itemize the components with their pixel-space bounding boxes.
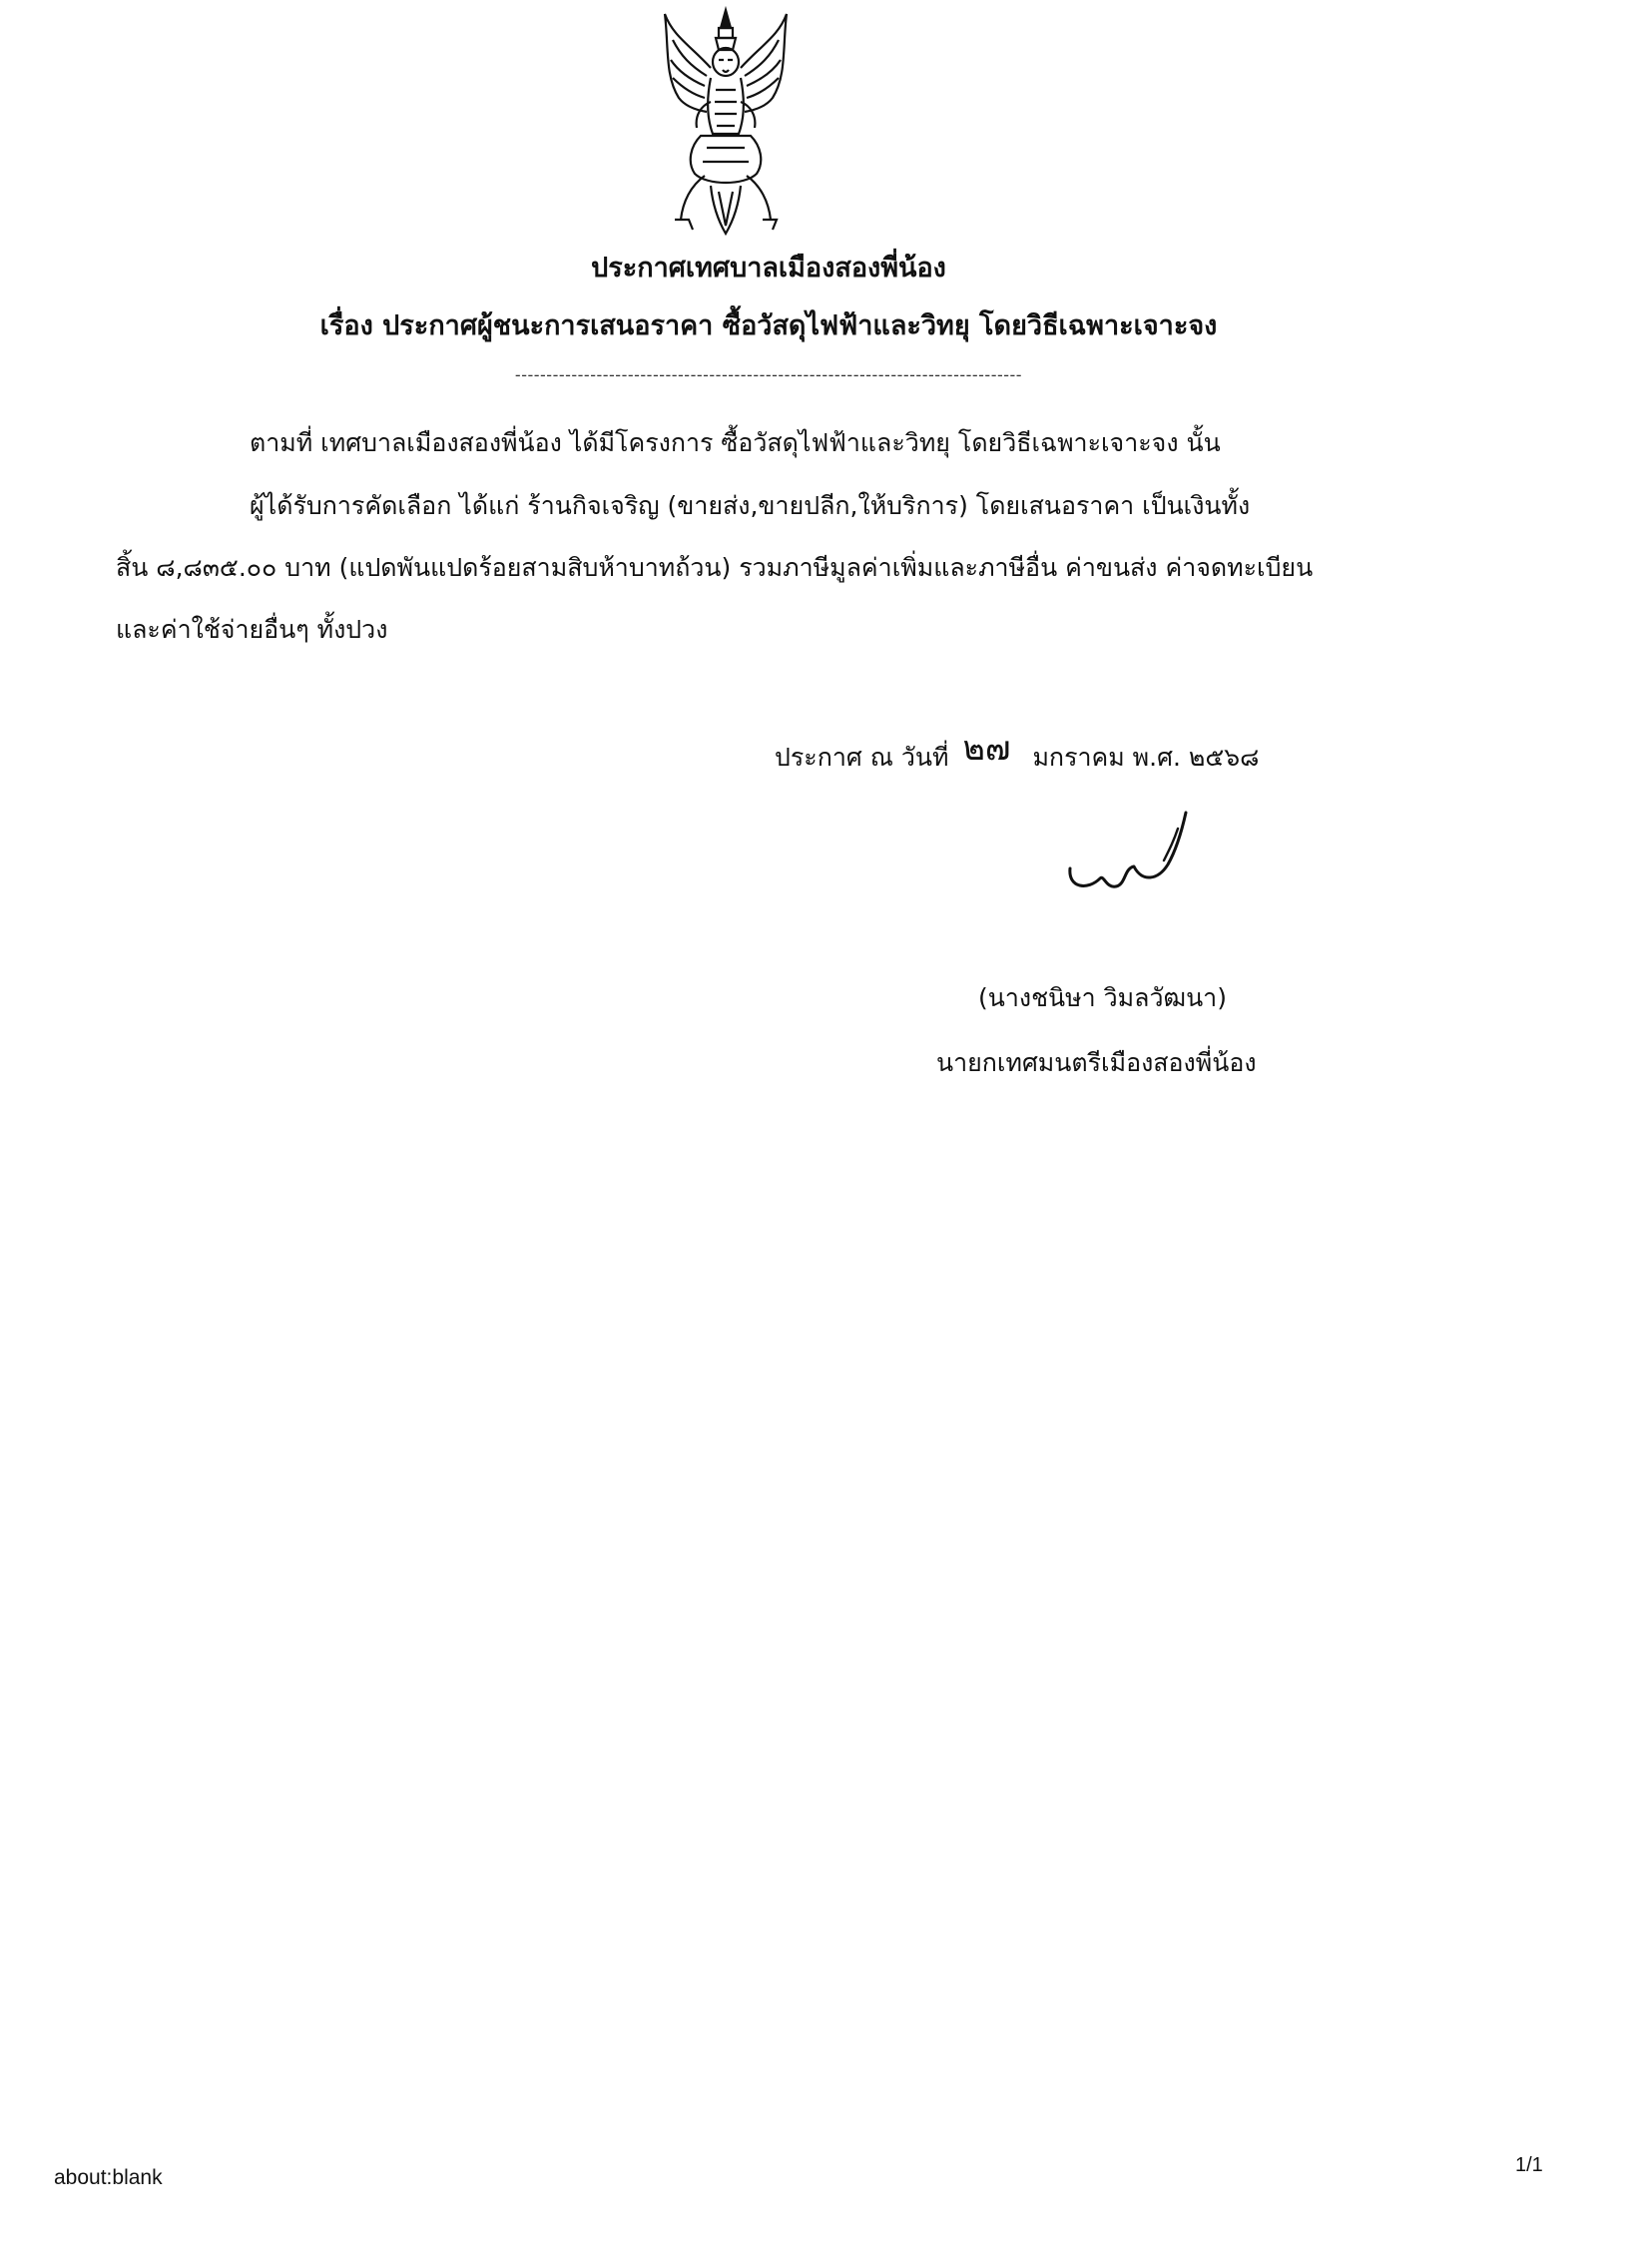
date-day-handwritten: ๒๗ [962, 729, 1011, 769]
body-paragraph-line-2: ผู้ได้รับการคัดเลือก ได้แก่ ร้านกิจเจริญ (ขายส่ง,ขายปลีก,ให้บริการ) โดยเสนอราคา เป็นเงินทั้ง [250, 491, 1251, 520]
document-subject: เรื่อง ประกาศผู้ชนะการเสนอราคา ซื้อวัสดุไฟฟ้าและวิทยุ โดยวิธีเฉพาะเจาะจง [319, 310, 1218, 341]
footer-url: about:blank [54, 2166, 163, 2189]
date-prefix: ประกาศ ณ วันที่ [775, 743, 949, 772]
date-month-year: มกราคม พ.ศ. ๒๕๖๘ [1032, 743, 1260, 772]
signer-name: (นางชนิษา วิมลวัฒนา) [978, 983, 1227, 1012]
handwritten-signature [1058, 809, 1208, 918]
footer-page-number: 1/1 [1515, 2154, 1543, 2176]
signer-position: นายกเทศมนตรีเมืองสองพี่น้อง [936, 1048, 1257, 1077]
body-paragraph-line-4: และค่าใช้จ่ายอื่นๆ ทั้งปวง [116, 615, 388, 644]
divider-rule: --------------------------------------------------------------------------------- [514, 365, 1023, 384]
garuda-emblem-icon [661, 6, 791, 238]
body-paragraph-line-1: ตามที่ เทศบาลเมืองสองพี่น้อง ได้มีโครงการ ซื้อวัสดุไฟฟ้าและวิทยุ โดยวิธีเฉพาะเจาะจง นั้น [250, 428, 1221, 457]
announcement-date [775, 727, 1259, 781]
body-paragraph-line-3: สิ้น ๘,๘๓๕.๐๐ บาท (แปดพันแปดร้อยสามสิบห้าบาทถ้วน) รวมภาษีมูลค่าเพิ่มและภาษีอื่น ค่าขนส่ง ค่าจดทะเบียน [116, 553, 1314, 582]
document-title: ประกาศเทศบาลเมืองสองพี่น้อง [591, 253, 946, 284]
